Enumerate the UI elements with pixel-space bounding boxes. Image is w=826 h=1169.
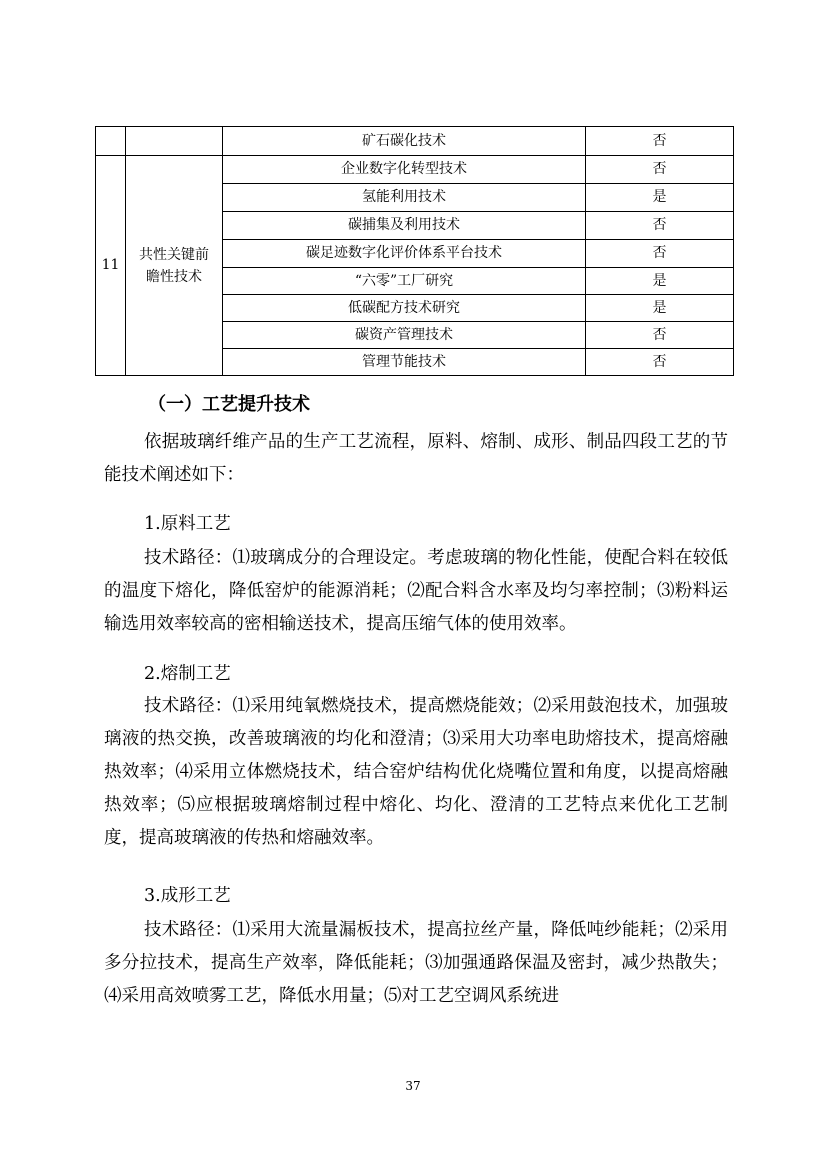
- tech-value-cell: 否: [586, 322, 734, 349]
- subsection-paragraph: 技术路径：⑴玻璃成分的合理设定。考虑玻璃的物化性能，使配合料在较低的温度下熔化，降低窑炉的能源消耗；⑵配合料含水率及均匀率控制；⑶粉料运输选用效率较高的密相输送技术，提高压缩气体的使用效率。: [104, 548, 728, 634]
- tech-name-cell: “六零”工厂研究: [223, 268, 586, 295]
- tech-name-cell: 氢能利用技术: [223, 184, 586, 212]
- subsection-paragraph: 技术路径：⑴采用大流量漏板技术，提高拉丝产量，降低吨纱能耗；⑵采用多分拉技术，提高生产效率，降低能耗；⑶加强通路保温及密封，减少热散失；⑷采用高效喷雾工艺，降低水用量；⑸对工艺空调风系统进: [104, 920, 728, 1006]
- tech-value-cell: 是: [586, 184, 734, 212]
- subsection-title: 1.原料工艺: [144, 514, 231, 534]
- section-heading: （一）工艺提升技术: [148, 394, 310, 415]
- tech-name-cell: 企业数字化转型技术: [223, 156, 586, 184]
- subsection-title: 3.成形工艺: [144, 886, 231, 906]
- tech-value-cell: 否: [586, 349, 734, 376]
- tech-value-cell: 否: [586, 127, 734, 156]
- intro-paragraph: 依据玻璃纤维产品的生产工艺流程，原料、熔制、成形、制品四段工艺的节能技术阐述如下：: [104, 432, 728, 485]
- tech-value-cell: 是: [586, 268, 734, 295]
- tech-name-cell: 管理节能技术: [223, 349, 586, 376]
- tech-value-cell: 是: [586, 295, 734, 322]
- tech-name-cell: 矿石碳化技术: [223, 127, 586, 156]
- category-cell: 共性关键前瞻性技术: [126, 156, 223, 376]
- technology-table: [95, 126, 734, 376]
- table-row: [96, 156, 734, 184]
- tech-value-cell: 否: [586, 240, 734, 268]
- tech-name-cell: 碳资产管理技术: [223, 322, 586, 349]
- subsection-title: 2.熔制工艺: [144, 664, 231, 684]
- table-cell-empty: [126, 127, 223, 156]
- page-number: 37: [405, 1079, 421, 1093]
- tech-name-cell: 碳捕集及利用技术: [223, 212, 586, 240]
- tech-value-cell: 否: [586, 156, 734, 184]
- tech-name-cell: 碳足迹数字化评价体系平台技术: [223, 240, 586, 268]
- table-cell-empty: [96, 127, 126, 156]
- row-number-cell: 11: [96, 156, 126, 376]
- table-row: [96, 127, 734, 156]
- tech-name-cell: 低碳配方技术研究: [223, 295, 586, 322]
- tech-value-cell: 否: [586, 212, 734, 240]
- subsection-paragraph: 技术路径：⑴采用纯氧燃烧技术，提高燃烧能效；⑵采用鼓泡技术，加强玻璃液的热交换，改善玻璃液的均化和澄清；⑶采用大功率电助熔技术，提高熔融热效率；⑷采用立体燃烧技术，结合窑炉结构优化烧嘴位置和角度，以提高熔融热效率；⑸应根据玻璃熔制过程中熔化、均化、澄清的工艺特点来优化工艺制度，提高玻璃液的传热和熔融效率。: [104, 696, 728, 848]
